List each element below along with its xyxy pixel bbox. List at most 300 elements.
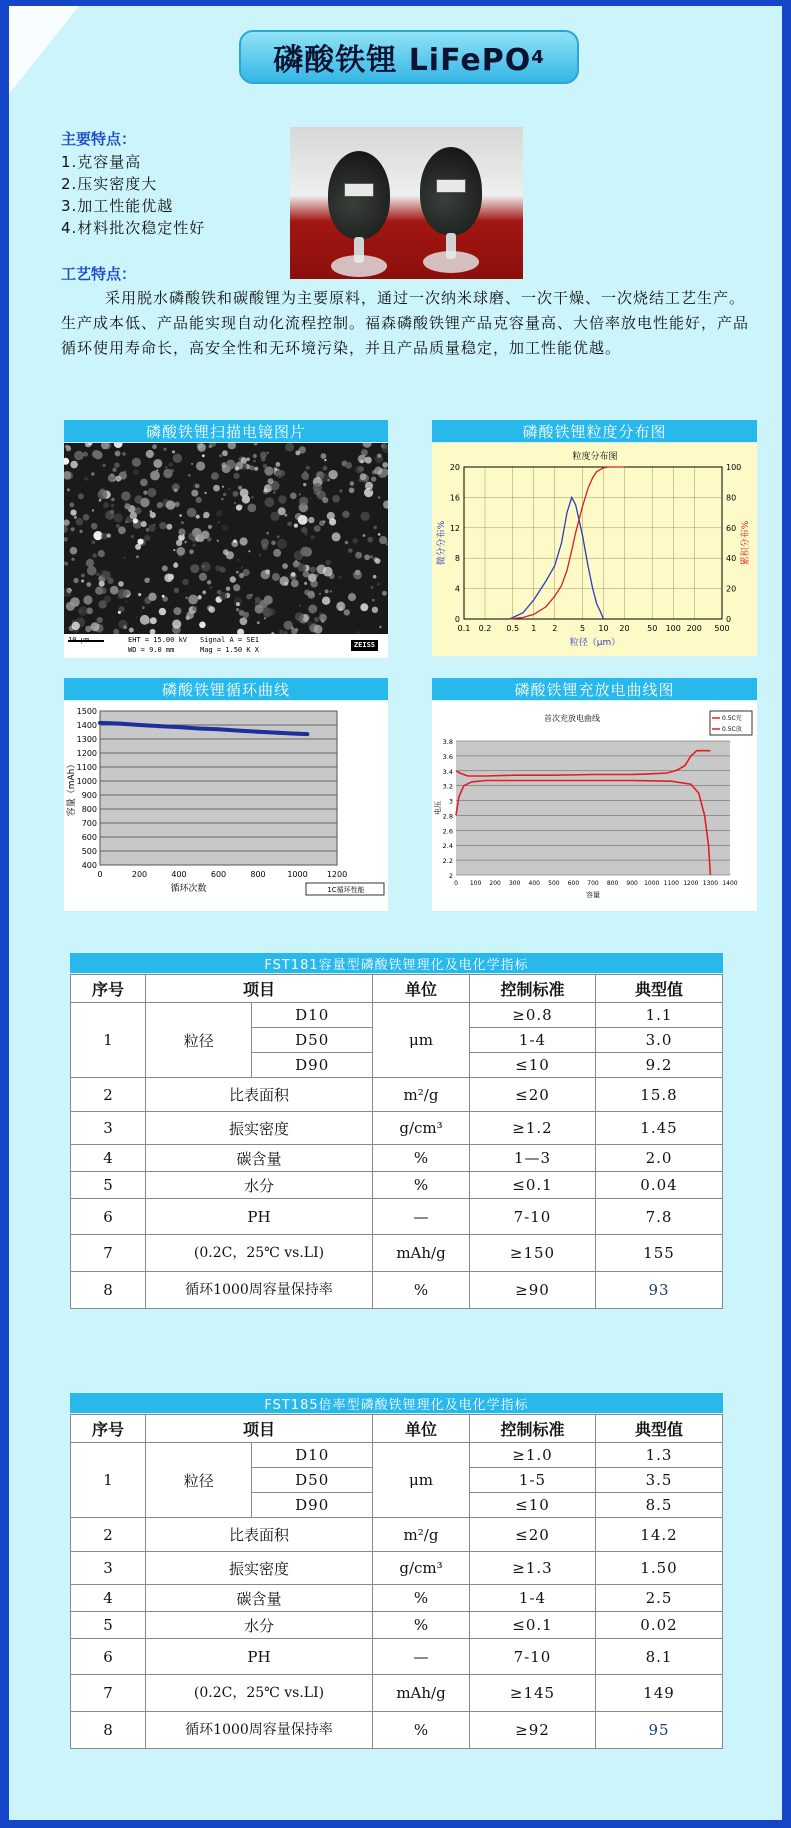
table-row [71,1585,723,1612]
sem-particle [204,492,206,494]
sem-particle [124,589,130,595]
psd-x-tick: 100 [665,624,681,633]
sem-signal: Signal A = SE1 [200,636,260,644]
sem-particle [299,497,308,506]
sem-particle [217,539,220,542]
process-heading: 工艺特点： [61,265,137,283]
sem-particle [202,454,205,457]
sem-particle [375,558,381,564]
header-item: 项目 [146,975,373,1003]
sem-particle [83,595,92,604]
psd-y2-tick: 0 [726,615,732,624]
psd-y-tick: 4 [454,584,460,594]
row-standard: ≤0.1 [470,1612,596,1639]
sem-particle [263,464,267,468]
sem-particle [91,622,100,631]
sem-particle [97,617,103,623]
row-unit: μm [373,1443,470,1518]
row-typical: 8.5 [596,1493,723,1518]
sem-particle [207,580,211,584]
sem-particle [173,607,181,615]
features-heading: 主要特点： [61,130,137,148]
row-unit: % [373,1712,470,1749]
sem-particle [268,478,274,484]
row-unit: g/cm³ [373,1112,470,1145]
charge-svg [432,701,757,911]
sem-particle [114,463,119,468]
cycle-x-tick: 400 [171,870,187,879]
sem-particle [153,459,162,468]
sem-particle [79,530,82,533]
sem-particle [360,603,368,611]
psd-y-tick: 20 [449,463,460,472]
sem-particle [74,451,84,461]
sem-particle [83,514,90,521]
table-row [71,1172,723,1199]
sem-particle [150,512,156,518]
sem-particle [265,497,275,507]
sem-particle [199,573,207,581]
sem-particle [259,600,268,609]
row-no: 8 [71,1712,146,1749]
sem-particle [319,614,327,622]
row-item: PH [146,1199,373,1235]
psd-y-tick: 12 [449,523,460,533]
sem-particle [64,562,68,566]
product-sheet [9,6,782,1820]
sem-particle [118,581,124,587]
sem-particle [144,535,150,541]
psd-x-label: 粒径（μm） [569,638,621,648]
sem-particle [303,483,306,486]
sem-particle [250,466,255,471]
sem-particle [124,557,126,559]
sem-particle [322,597,330,605]
charge-chart-title: 首次充放电曲线 [544,714,600,723]
sem-particle [179,514,181,516]
psd-panel-title: 磷酸铁锂粒度分布图 [432,420,757,442]
table-row [71,1518,723,1552]
sem-particle [98,490,108,500]
cycle-y-tick: 1500 [76,707,97,716]
sem-particle [377,582,381,586]
sem-particle [188,595,198,605]
row-typical: 0.04 [596,1172,723,1199]
sem-particle [339,489,342,492]
sem-particle [87,566,97,576]
row-no: 4 [71,1145,146,1172]
row-no: 1 [71,1443,146,1518]
sem-particle [370,555,373,558]
sem-particle [301,527,307,533]
sem-particle [246,594,251,599]
row-standard: ≥1.3 [470,1552,596,1585]
sem-particle [236,602,240,606]
sem-particle [165,466,167,468]
psd-y2-tick: 80 [726,493,737,503]
sem-particle [314,617,319,622]
sem-particle [91,523,98,530]
sem-particle [371,476,376,481]
sem-particle [184,553,186,555]
row-no: 1 [71,1003,146,1078]
sem-particle [96,573,99,576]
charge-x-tick: 1300 [702,880,719,887]
sem-particle [107,533,111,537]
sem-particle [243,612,249,618]
sem-particle [119,620,128,629]
cycle-data-point [98,721,102,725]
row-typical: 14.2 [596,1518,723,1552]
sem-particle [142,606,145,609]
sem-particle [221,498,224,501]
cycle-y-tick: 800 [81,805,97,814]
sem-particle [71,527,75,531]
sem-particle [379,626,381,628]
table-row [71,1199,723,1235]
psd-x-tick: 20 [619,624,630,633]
charge-x-tick: 200 [489,880,501,887]
cycle-data-point [118,722,122,726]
sem-particle [91,540,95,544]
sem-particle [157,502,163,508]
row-unit: % [373,1612,470,1639]
cycle-x-label: 循环次数 [170,884,207,894]
row-standard: ≥92 [470,1712,596,1749]
sem-particle [190,564,199,573]
sem-particle [298,515,308,525]
sem-particle [338,607,342,611]
sem-particle [254,443,258,446]
sem-particle [223,493,227,497]
row-typical: 95 [596,1712,723,1749]
sem-particle [323,567,333,577]
row-standard: ≤20 [470,1078,596,1112]
sem-particle [192,544,195,547]
sem-particle [66,446,71,451]
row-unit: — [373,1199,470,1235]
sem-particle [230,576,236,582]
row-subitem: D10 [252,1443,373,1468]
cycle-x-tick: 800 [250,870,266,879]
row-item: 碳含量 [146,1585,373,1612]
row-standard: ≥1.2 [470,1112,596,1145]
sem-particle [304,471,307,474]
sem-particle [67,488,70,491]
row-standard: ≤0.1 [470,1172,596,1199]
sem-particle [344,609,350,615]
table-row [71,1712,723,1749]
psd-y2-tick: 20 [726,584,737,594]
row-typical: 93 [596,1272,723,1309]
sem-particle [280,576,289,585]
cycle-data-point [217,727,221,731]
sem-particle [284,514,287,517]
sem-particle [124,471,126,473]
sem-particle [348,548,353,553]
sem-particle [111,498,115,502]
sem-particle [168,462,173,467]
sem-particle [84,476,88,480]
sem-particle [99,581,105,587]
charge-x-tick: 100 [469,880,482,887]
row-standard: 1-5 [470,1468,596,1493]
bottle-label [436,179,466,193]
sem-particle [113,479,115,481]
feature-item: 3.加工性能优越 [61,197,174,215]
sem-particle [197,595,201,599]
charge-panel-title: 磷酸铁锂充放电曲线图 [432,678,757,700]
sem-particle [135,544,141,550]
sem-particle [248,550,250,552]
sem-particle [382,462,388,468]
charge-x-tick: 600 [567,880,580,887]
header-no: 序号 [71,975,146,1003]
sem-particle [196,461,205,470]
row-item: PH [146,1639,373,1675]
sem-particle [76,518,83,525]
row-subitem: D10 [252,1003,373,1028]
sem-particle [298,506,300,508]
sem-particle [323,466,328,471]
sem-particle [320,473,329,482]
sem-particle [271,541,276,546]
sem-particle [332,495,340,503]
sem-particle [268,608,275,615]
sem-particle [261,457,266,462]
title-text: 磷酸铁锂 LiFePO [273,43,532,78]
charge-x-tick: 1100 [663,880,679,887]
charge-legend-label: 0.5C充 [722,715,742,722]
sem-particle [219,592,227,600]
sem-particle [125,601,127,603]
sem-particle [121,491,130,500]
sem-particle [261,539,269,547]
row-no: 3 [71,1552,146,1585]
sem-particle [307,508,309,510]
sem-particle [360,473,367,480]
psd-y-tick: 0 [454,615,460,624]
row-item: 循环1000周容量保持率 [146,1272,373,1309]
psd-x-tick: 5 [579,624,586,633]
charge-x-tick: 300 [508,880,521,887]
sem-particle [291,627,294,630]
cycle-y-tick: 500 [81,847,97,856]
sem-particle [223,549,229,555]
cycle-data-point [296,732,300,736]
sem-particle [308,517,314,523]
row-typical: 1.50 [596,1552,723,1585]
cycle-y-tick: 1000 [76,777,97,786]
sem-mag: Mag = 1.50 K X [200,646,260,654]
sem-particle [115,451,121,457]
cycle-legend-label: 1C循环性能 [327,886,365,894]
sem-particle [355,466,363,474]
sem-particle [364,554,370,560]
sem-particle [182,579,188,585]
cycle-x-tick: 600 [210,870,227,879]
row-unit: % [373,1172,470,1199]
charge-y-tick: 2.4 [442,842,453,851]
sem-particle [374,526,377,529]
sem-particle [207,605,213,611]
sem-particle [372,599,375,602]
sem-particle [233,491,239,497]
sem-particle [137,539,143,545]
row-typical: 2.0 [596,1145,723,1172]
sem-texture [64,443,388,634]
sem-particle [70,510,76,516]
header-standard: 控制标准 [470,975,596,1003]
sem-particle [98,550,105,557]
sem-particle [140,479,148,487]
charge-x-tick: 400 [528,880,541,887]
sem-particle [308,573,317,582]
sem-particle [172,450,175,453]
psd-y2-label: 累积分布% [741,520,751,566]
cycle-panel-title: 磷酸铁锂循环曲线 [64,678,388,700]
row-unit: m²/g [373,1518,470,1552]
cycle-y-tick: 400 [81,861,97,870]
cycle-svg [64,701,388,911]
sem-particle [141,521,147,527]
row-unit: mAh/g [373,1235,470,1272]
sem-particle [173,563,178,568]
sem-particle [255,597,260,602]
sem-particle [112,468,116,472]
psd-x-tick: 0.1 [457,624,471,633]
charge-y-tick: 2.8 [442,812,453,821]
sem-particle [308,591,314,597]
sem-particle [371,586,374,589]
sem-particle [119,472,127,480]
sem-particle [294,524,298,528]
sem-particle [103,502,109,508]
cycle-x-tick: 0 [97,870,103,879]
row-typical: 0.02 [596,1612,723,1639]
sem-particle [363,534,366,537]
sem-particle [187,508,197,518]
discharge-legend-label: 0.5C放 [722,726,742,733]
sem-particle [191,463,193,465]
cycle-chart [64,701,388,911]
sem-particle [132,458,141,467]
charge-y-tick: 2.2 [442,857,453,866]
header-typical: 典型值 [596,1415,723,1443]
spec-table [70,974,723,1309]
row-unit: % [373,1272,470,1309]
row-typical: 15.8 [596,1078,723,1112]
sem-particle [189,550,194,555]
row-item: 水分 [146,1172,373,1199]
sem-particle [146,450,154,458]
sem-particle [135,616,137,618]
sem-info-bar [64,634,388,658]
row-item: 循环1000周容量保持率 [146,1712,373,1749]
sem-particle [305,533,308,536]
psd-x-tick: 2 [552,624,558,633]
sem-particle [342,511,349,518]
row-standard: 1-4 [470,1585,596,1612]
sem-particle [306,478,309,481]
sem-particle [138,593,141,596]
sem-particle [240,617,248,625]
sem-particle [261,570,270,579]
sem-particle [233,539,237,543]
row-unit: — [373,1639,470,1675]
sem-particle [64,519,70,525]
row-standard: ≥150 [470,1235,596,1272]
sem-particle [314,625,323,634]
row-no: 6 [71,1199,146,1235]
charge-y-tick: 3.2 [442,782,453,791]
sem-particle [133,469,139,475]
sem-particle [322,497,328,503]
row-standard: 1-4 [470,1028,596,1053]
product-photo [290,127,523,279]
table-row [71,1443,723,1468]
sem-particle [332,532,341,541]
sem-particle [86,559,94,567]
charge-x-tick: 1000 [644,880,660,887]
sem-particle [184,541,187,544]
sem-particle [222,524,228,530]
row-unit: % [373,1145,470,1172]
cycle-x-tick: 1200 [326,870,348,879]
charge-x-tick: 500 [548,880,560,887]
sem-particle [236,571,239,574]
sem-particle [202,591,206,595]
sem-particle [328,470,337,479]
row-typical: 1.1 [596,1003,723,1028]
sem-particle [349,488,355,494]
table-row [71,1078,723,1112]
sem-particle [186,597,188,599]
sem-particle [235,466,239,470]
sem-particle [295,560,297,562]
sem-scale-bar [68,640,104,642]
sem-particle [311,535,315,539]
sem-particle [197,443,206,452]
sem-particle [156,469,158,471]
sem-particle [211,472,219,480]
table-row [71,1112,723,1145]
sem-particle [362,443,371,448]
sem-particle [69,502,74,507]
sem-particle [213,485,220,492]
sem-particle [348,593,356,601]
sem-particle [218,521,220,523]
sem-particle [319,593,321,595]
sem-particle [330,590,332,592]
cycle-data-point [305,732,309,736]
row-item: 振实密度 [146,1552,373,1585]
header-typical: 典型值 [596,975,723,1003]
table-header-row [71,1415,723,1443]
cycle-y-tick: 1200 [76,749,97,758]
sem-particle [173,454,182,463]
sem-particle [196,515,200,519]
cycle-data-point [138,723,142,727]
row-typical: 155 [596,1235,723,1272]
sem-particle [300,547,310,557]
charge-y-tick: 2.6 [442,827,453,836]
sem-particle [111,516,114,519]
page-title [239,30,579,84]
charge-x-tick: 700 [587,880,599,887]
sem-particle [188,532,196,540]
row-no: 4 [71,1585,146,1612]
